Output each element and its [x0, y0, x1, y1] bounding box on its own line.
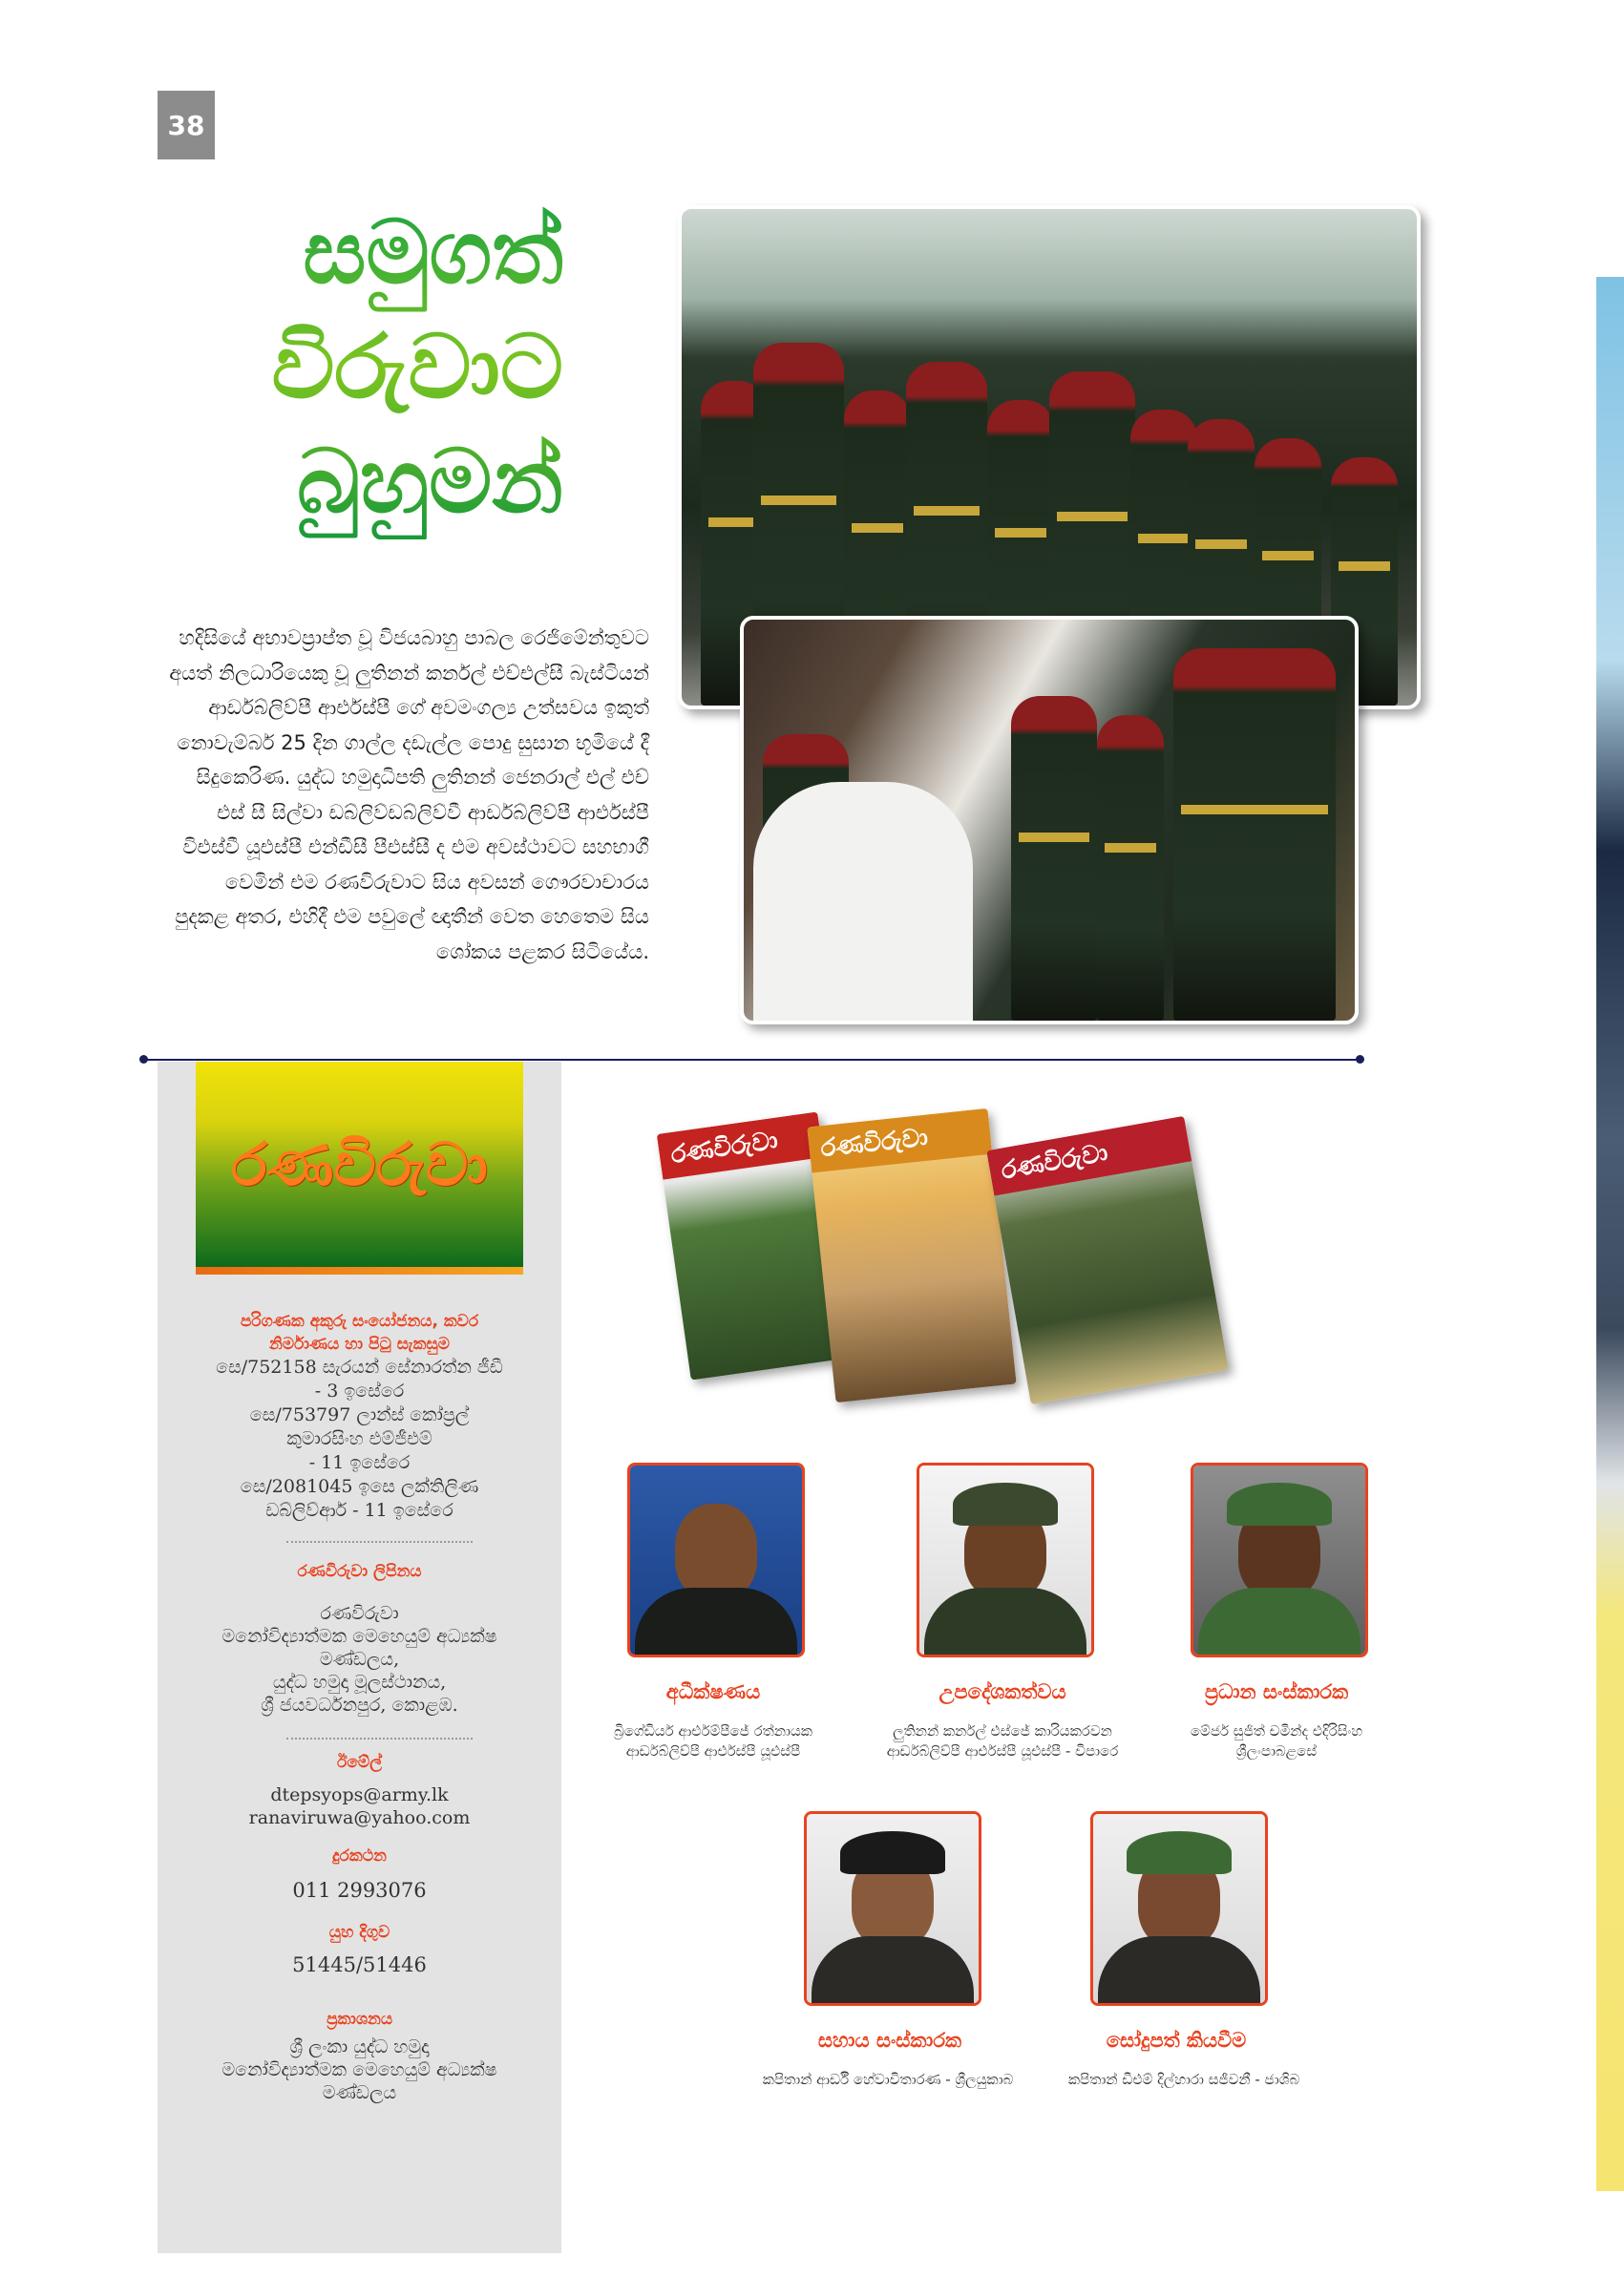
credit-line: සෙ/753797 ලාන්ස් කෝප්‍රල්: [249, 1404, 470, 1425]
magazine-cover: රණවිරුවා: [807, 1108, 1016, 1403]
page-number: 38: [158, 91, 215, 159]
logo-underline: [196, 1267, 523, 1275]
staff-role: සෝදුපත් කියවීම: [1106, 2029, 1247, 2052]
publisher-heading: ප්‍රකාශනය: [326, 2010, 393, 2029]
article-body: හදිසියේ අභාවප්‍රාප්ත වූ විජයබාහු පාබල රෙජිමේන්තුවට අයත් නිලධාරියෙකු වූ ලුතිනන් කර්නල් එච්එල්සී බැස්ටියන් ආර්ඩබ්ලිව්පී ආර්එස්පී ගේ අවමංගල්‍ය උත්සවය ඉකුත් නොවැම්බර් 25 දින ගාල්ල දඩැල්ල පොදු සුසාන භූමියේ දී සිදුකෙරිණ. යුද්ධ හමුදාධිපති ලුතිනන් ජෙනරාල් එල් එච් එස් සී සිල්වා ඩබ්ලිව්ඩබ්ලිව්වී ආර්ඩබ්ලිව්පී ආර්එස්පී විඑස්වී යූඑස්පී එන්ඩීසී පීඑස්සී ද එම අවස්ථාවට සහභාගී වෙමින් එම රණවිරුවාට සිය අවසන් ගෞරවාචාරය පුදකළ අතර, එහිදී එම පවුලේ ඥාතීන් වෙත හෙතෙම සිය ශෝකය පළකර සිටියේය.: [169, 626, 649, 963]
staff-role: උපදේශකත්වය: [939, 1680, 1066, 1703]
staff-photo: [917, 1463, 1094, 1657]
email-link[interactable]: dtepsyops@army.lk: [270, 1784, 449, 1805]
publisher-line: මණ්ඩලය: [322, 2082, 397, 2103]
publisher-line: ශ්‍රී ලංකා යුද්ධ හමුදා: [289, 2036, 430, 2057]
title-line: සමුගත්: [303, 201, 563, 304]
staff-name: ලුතිනන් කර්නල් එස්ජේ කාරියකරවන ආර්ඩබ්ලිව්පී ආර්එස්පී යූඑස්පී - විපාරෙ: [886, 1722, 1119, 1760]
staff-role: සහාය සංස්කාරක: [817, 2029, 962, 2052]
staff-photo: [1191, 1463, 1368, 1657]
title-line: විරුවාට: [271, 316, 563, 418]
credit-line: කුමාරසිංහ එම්ජීඑම්: [286, 1428, 432, 1449]
military-phone-number: 51445/51446: [292, 1953, 427, 1976]
adjacent-page-edge: [1596, 277, 1624, 2191]
condolence-photo: [740, 616, 1359, 1024]
phone-number: 011 2993076: [292, 1879, 427, 1902]
section-divider: [143, 1059, 1360, 1061]
address-line: යුද්ධ හමුදා මූලස්ථානය,: [272, 1672, 447, 1693]
magazine-cover: රණවිරුවා: [657, 1111, 853, 1380]
dotted-divider: [286, 1541, 473, 1543]
phone-heading: දුරකථන: [332, 1846, 387, 1866]
credit-line: - 11 ඉසේරෙ: [308, 1452, 411, 1473]
staff-name: බ්‍රිගේඩියර් ආර්එම්පීජේ රත්නායක ආර්ඩබ්ලිව්පී ආර්එස්පී යූඑස්පී: [614, 1722, 812, 1760]
staff-photo: [804, 1811, 981, 2006]
staff-name: කපිතාන් ආර්ඩී හේවාවිතාරණ - ශ්‍රීලයුකාබ: [762, 2071, 1014, 2088]
staff-name: කපිතාන් ඩීඑම් දිල්හාරා සජීවනී - ජාශිබ: [1067, 2071, 1300, 2088]
credit-line: සෙ/752158 සැරයන් සේනාරත්න ජීඩී: [216, 1357, 503, 1378]
staff-name: මේජර් සුජිත් චමින්ද එදිරිසිංහ ශ්‍රීලංපාබළසේ: [1190, 1722, 1363, 1760]
credit-line: - 3 ඉසේරෙ: [314, 1381, 405, 1402]
email-link[interactable]: ranaviruwa@yahoo.com: [248, 1807, 471, 1828]
military-phone-heading: යුහ දිගුව: [328, 1923, 390, 1942]
email-heading: ඊමේල්: [336, 1753, 383, 1772]
staff-role: ප්‍රධාන සංස්කාරක: [1204, 1680, 1349, 1703]
address-line: මණ්ඩලය,: [319, 1649, 400, 1670]
title-line: බුහුමන්: [296, 431, 563, 533]
address-line: රණවිරුවා: [320, 1603, 399, 1624]
publisher-line: මනෝවිද්‍යාත්මක මෙහෙයුම් අධ්‍යක්ෂ: [221, 2059, 497, 2080]
credits-heading: පරිගණක අකුරු සංයෝජනය, කවර නිර්මාණය හා පිටු සැකසුම: [240, 1312, 479, 1354]
article-title: [229, 196, 563, 539]
staff-photo: [627, 1463, 805, 1657]
magazine-cover: රණවිරුවා: [986, 1116, 1229, 1404]
staff-photo: [1090, 1811, 1268, 2006]
credit-line: ඩබ්ලිව්ආර් - 11 ඉසේරෙ: [265, 1500, 453, 1521]
office-heading: රණවිරුවා ලිපිනය: [297, 1562, 422, 1581]
dotted-divider: [286, 1738, 473, 1740]
ranaviruwa-logo: රණවිරුවා: [196, 1062, 523, 1267]
staff-role: අධීක්ෂණය: [665, 1680, 761, 1703]
address-line: මනෝවිද්‍යාත්මක මෙහෙයුම් අධ්‍යක්ෂ: [221, 1626, 497, 1647]
credit-line: සෙ/2081045 ඉසෙ ලක්තිලිණ: [240, 1476, 479, 1497]
address-line: ශ්‍රී ජයවර්ධනපුර, කොළඹ.: [261, 1695, 458, 1716]
